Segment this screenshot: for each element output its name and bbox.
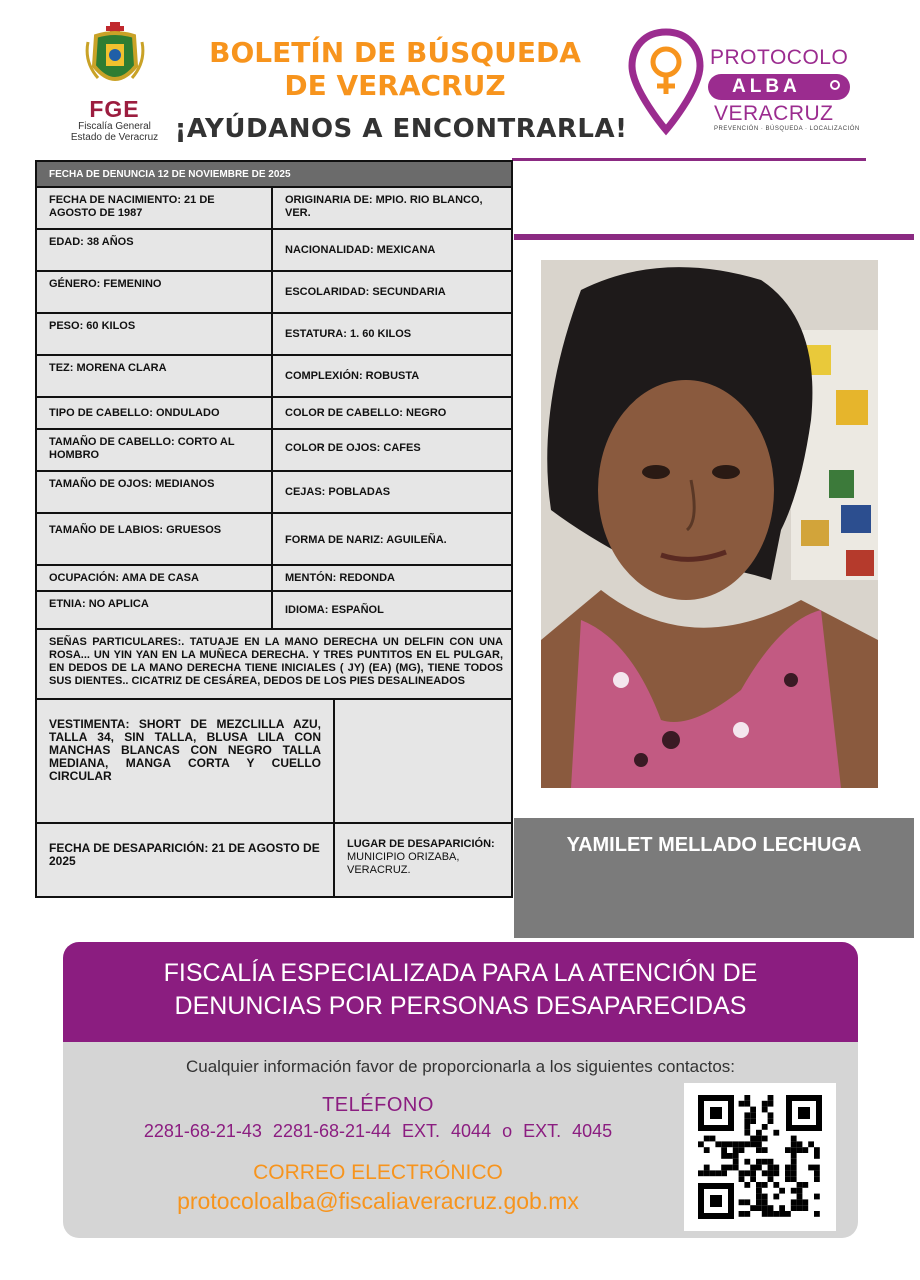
- banner-line1: FISCALÍA ESPECIALIZADA PARA LA ATENCIÓN DE: [163, 959, 758, 987]
- qr-module: [802, 1199, 808, 1205]
- qr-module: [756, 1194, 762, 1200]
- qr-module: [762, 1159, 768, 1165]
- qr-module: [791, 1176, 797, 1182]
- qr-module: [721, 1153, 727, 1159]
- qr-module: [756, 1147, 762, 1153]
- qr-module: [762, 1199, 768, 1205]
- fge-name-line2: Estado de Veracruz: [70, 132, 159, 143]
- table-row: [35, 314, 513, 356]
- qr-module: [715, 1170, 721, 1176]
- nose-shape: FORMA DE NARIZ: AGUILEÑA.: [285, 534, 447, 546]
- qr-module: [750, 1141, 756, 1147]
- qr-module: [750, 1165, 756, 1171]
- banner-line2: DENUNCIAS POR PERSONAS DESAPARECIDAS: [174, 992, 747, 1020]
- skin-tone: TEZ: MORENA CLARA: [37, 356, 273, 396]
- contact-intro: Cualquier información favor de proporcionarla a los siguientes contactos:: [185, 1057, 736, 1076]
- qr-module: [791, 1188, 797, 1194]
- table-row: [35, 398, 513, 430]
- qr-module: [744, 1118, 750, 1124]
- fge-acronym: FGE: [89, 96, 140, 122]
- search-icon: [830, 80, 840, 90]
- qr-module: [704, 1165, 710, 1171]
- place-value: MUNICIPIO ORIZABA, VERACRUZ.: [347, 851, 460, 876]
- qr-module: [739, 1170, 745, 1176]
- disappearance-row: [35, 824, 513, 898]
- hair-type: TIPO DE CABELLO: ONDULADO: [37, 398, 273, 428]
- qr-module: [785, 1170, 791, 1176]
- fiscalia-banner-text: [63, 957, 858, 1023]
- disappearance-place: [335, 824, 511, 896]
- eye-size: TAMAÑO DE OJOS: MEDIANOS: [37, 472, 273, 512]
- alba-text: ALBA: [732, 76, 801, 97]
- table-row: [35, 272, 513, 314]
- qr-module: [721, 1141, 727, 1147]
- qr-module: [791, 1170, 797, 1176]
- alba-protocolo-text: PROTOCOLO: [710, 46, 849, 69]
- qr-module: [808, 1165, 814, 1171]
- qr-module: [779, 1188, 785, 1194]
- table-row: [35, 188, 513, 230]
- gender: GÉNERO: FEMENINO: [37, 272, 273, 312]
- distinguishing-marks: SEÑAS PARTICULARES:. TATUAJE EN LA MANO DERECHA UN DELFIN CON UNA ROSA... UN YIN YAN EN LA MUÑECA DERECHA. Y TRES PUNTITOS EN EL PULGAR, EN DEDOS DE LA MANO DERECHA TIENE INICIALES ( JY) (EA) (MG), TIENE TODOS SUS DIENTES.. CICATRIZ DE CESÁREA, DEDOS DE LOS PIES DESALINEADOS: [49, 636, 503, 687]
- qr-module: [704, 1147, 710, 1153]
- table-row: [35, 592, 513, 630]
- protocolo-alba-logo: [628, 28, 864, 138]
- qr-module: [756, 1141, 762, 1147]
- qr-module: [739, 1101, 745, 1107]
- qr-module: [773, 1165, 779, 1171]
- place-label: LUGAR DE DESAPARICIÓN:: [347, 838, 495, 850]
- bulletin-title-line1: BOLETÍN DE BÚSQUEDA: [209, 36, 581, 69]
- alba-tagline: PREVENCIÓN · BÚSQUEDA · LOCALIZACIÓN: [714, 126, 860, 132]
- qr-module: [791, 1147, 797, 1153]
- qr-module: [814, 1194, 820, 1200]
- qr-module: [768, 1176, 774, 1182]
- help-title: ¡AYÚDANOS A ENCONTRARLA!: [174, 114, 628, 144]
- qr-module: [762, 1147, 768, 1153]
- weight: PESO: 60 KILOS: [37, 314, 273, 354]
- qr-code-icon[interactable]: [684, 1083, 836, 1231]
- qr-module: [744, 1101, 750, 1107]
- qr-module: [756, 1136, 762, 1142]
- qr-module: [762, 1101, 768, 1107]
- fiscalia-banner: [63, 942, 858, 1042]
- purple-divider: [514, 234, 914, 240]
- qr-module: [779, 1211, 785, 1217]
- qr-module: [721, 1165, 727, 1171]
- qr-module: [768, 1170, 774, 1176]
- qr-module: [698, 1141, 704, 1147]
- qr-module: [704, 1170, 710, 1176]
- person-photo-illustration: [541, 260, 878, 788]
- eye-color: COLOR DE OJOS: CAFES: [285, 442, 421, 454]
- qr-module: [768, 1165, 774, 1171]
- qr-module: [802, 1182, 808, 1188]
- qr-module: [797, 1141, 803, 1147]
- qr-module: [768, 1205, 774, 1211]
- name-box: [514, 818, 914, 938]
- location-pin-female-icon: [628, 28, 706, 136]
- nationality: NACIONALIDAD: MEXICANA: [285, 244, 436, 256]
- qr-module: [802, 1147, 808, 1153]
- hair-length: TAMAÑO DE CABELLO: CORTO AL HOMBRO: [37, 430, 273, 470]
- qr-module: [733, 1165, 739, 1171]
- report-date-row: [35, 160, 513, 188]
- qr-module: [785, 1176, 791, 1182]
- qr-module: [785, 1211, 791, 1217]
- qr-module: [791, 1153, 797, 1159]
- qr-module: [744, 1095, 750, 1101]
- table-row: [35, 430, 513, 472]
- qr-module: [768, 1095, 774, 1101]
- qr-module: [756, 1205, 762, 1211]
- qr-module: [762, 1182, 768, 1188]
- qr-module: [727, 1153, 733, 1159]
- qr-module: [744, 1199, 750, 1205]
- table-row: [35, 566, 513, 592]
- qr-module: [710, 1136, 716, 1142]
- qr-module: [756, 1188, 762, 1194]
- qr-module: [744, 1182, 750, 1188]
- qr-module: [791, 1136, 797, 1142]
- qr-module: [791, 1141, 797, 1147]
- qr-module: [721, 1147, 727, 1153]
- qr-module: [698, 1170, 704, 1176]
- table-row: [35, 472, 513, 514]
- qr-module: [791, 1159, 797, 1165]
- qr-module: [814, 1211, 820, 1217]
- qr-module: [715, 1141, 721, 1147]
- qr-module: [721, 1170, 727, 1176]
- qr-module: [733, 1159, 739, 1165]
- qr-module: [756, 1182, 762, 1188]
- bulletin-title-line2: DE VERACRUZ: [284, 69, 506, 102]
- qr-code-graphic: [684, 1083, 836, 1231]
- qr-module: [750, 1107, 756, 1113]
- qr-module: [727, 1165, 733, 1171]
- qr-module: [733, 1153, 739, 1159]
- qr-module: [768, 1112, 774, 1118]
- qr-module: [773, 1194, 779, 1200]
- qr-module: [744, 1124, 750, 1130]
- qr-module: [744, 1130, 750, 1136]
- qr-module: [814, 1153, 820, 1159]
- purple-divider: [512, 158, 866, 161]
- qr-module: [797, 1194, 803, 1200]
- qr-module: [791, 1165, 797, 1171]
- report-date: FECHA DE DENUNCIA 12 DE NOVIEMBRE DE 2025: [49, 169, 291, 180]
- qr-module: [762, 1136, 768, 1142]
- qr-module: [773, 1130, 779, 1136]
- qr-module: [797, 1199, 803, 1205]
- qr-module: [739, 1211, 745, 1217]
- lip-size: TAMAÑO DE LABIOS: GRUESOS: [37, 514, 273, 564]
- missing-person-photo: [541, 260, 878, 788]
- qr-module: [762, 1211, 768, 1217]
- qr-module: [739, 1199, 745, 1205]
- qr-module: [802, 1205, 808, 1211]
- table-row: [35, 230, 513, 272]
- qr-module: [704, 1136, 710, 1142]
- education: ESCOLARIDAD: SECUNDARIA: [285, 286, 446, 298]
- qr-module: [791, 1205, 797, 1211]
- qr-module: [756, 1130, 762, 1136]
- qr-module: [750, 1170, 756, 1176]
- qr-module: [768, 1159, 774, 1165]
- table-row: [35, 356, 513, 398]
- qr-module: [744, 1112, 750, 1118]
- chin: MENTÓN: REDONDA: [285, 572, 395, 584]
- empty-cell: [335, 700, 511, 822]
- qr-module: [762, 1124, 768, 1130]
- clothing-row: [35, 700, 513, 824]
- qr-module: [762, 1107, 768, 1113]
- ethnicity: ETNIA: NO APLICA: [37, 592, 273, 628]
- qr-module: [808, 1141, 814, 1147]
- person-name: YAMILET MELLADO LECHUGA: [566, 834, 862, 856]
- person-info-table: [35, 160, 513, 898]
- language: IDIOMA: ESPAÑOL: [285, 604, 384, 616]
- qr-module: [750, 1136, 756, 1142]
- qr-module: [762, 1205, 768, 1211]
- qr-module: [739, 1147, 745, 1153]
- qr-module: [739, 1176, 745, 1182]
- qr-module: [773, 1211, 779, 1217]
- build: COMPLEXIÓN: ROBUSTA: [285, 370, 420, 382]
- qr-module: [768, 1211, 774, 1217]
- eyebrows: CEJAS: POBLADAS: [285, 486, 391, 498]
- qr-module: [750, 1205, 756, 1211]
- qr-module: [744, 1211, 750, 1217]
- qr-module: [797, 1182, 803, 1188]
- qr-module: [744, 1141, 750, 1147]
- qr-module: [785, 1147, 791, 1153]
- height: ESTATURA: 1. 60 KILOS: [285, 328, 412, 340]
- fge-name-line1: Fiscalía General: [78, 121, 151, 132]
- qr-module: [814, 1170, 820, 1176]
- qr-module: [785, 1165, 791, 1171]
- hair-color: COLOR DE CABELLO: NEGRO: [285, 407, 447, 419]
- qr-module: [733, 1141, 739, 1147]
- phone-numbers[interactable]: 2281-68-21-43 2281-68-21-44 EXT. 4044 o EXT. 4045: [143, 1121, 613, 1141]
- bulletin-title: [180, 36, 610, 102]
- qr-module: [768, 1118, 774, 1124]
- qr-module: [739, 1141, 745, 1147]
- qr-module: [773, 1182, 779, 1188]
- qr-module: [727, 1141, 733, 1147]
- table-row: [35, 514, 513, 566]
- qr-module: [710, 1170, 716, 1176]
- qr-module: [773, 1170, 779, 1176]
- qr-module: [756, 1165, 762, 1171]
- qr-module: [768, 1101, 774, 1107]
- qr-module: [814, 1147, 820, 1153]
- qr-module: [779, 1205, 785, 1211]
- origin: ORIGINARIA DE: MPIO. RIO BLANCO, VER.: [285, 194, 483, 219]
- qr-module: [797, 1205, 803, 1211]
- qr-module: [733, 1147, 739, 1153]
- alba-veracruz-text: VERACRUZ: [714, 102, 834, 125]
- birth-date: FECHA DE NACIMIENTO: 21 DE AGOSTO DE 1987: [37, 188, 273, 228]
- qr-module: [814, 1176, 820, 1182]
- fge-logo: [62, 22, 167, 150]
- alba-pill: [708, 74, 850, 100]
- qr-module: [791, 1199, 797, 1205]
- qr-module: [756, 1199, 762, 1205]
- occupation: OCUPACIÓN: AMA DE CASA: [37, 566, 273, 590]
- qr-module: [756, 1159, 762, 1165]
- qr-module: [750, 1176, 756, 1182]
- distinguishing-marks-row: [35, 630, 513, 700]
- qr-module: [762, 1194, 768, 1200]
- qr-module: [744, 1159, 750, 1165]
- qr-module: [814, 1165, 820, 1171]
- clothing: VESTIMENTA: SHORT DE MEZCLILLA AZU, TALLA 34, SIN TALLA, BLUSA LILA CON MANCHAS BLANCAS CON NEGRO TALLA MEDIANA, MANGA CORTA Y CUELLO CIRCULAR: [37, 700, 335, 822]
- qr-module: [797, 1188, 803, 1194]
- disappearance-date: FECHA DE DESAPARICIÓN: 21 DE AGOSTO DE 2025: [37, 824, 335, 896]
- qr-module: [797, 1147, 803, 1153]
- veracruz-shield-icon: [84, 22, 146, 88]
- age: EDAD: 38 AÑOS: [37, 230, 273, 270]
- email-link[interactable]: protocoloalba@fiscaliaveracruz.gob.mx: [177, 1188, 579, 1214]
- qr-module: [744, 1170, 750, 1176]
- qr-module: [750, 1112, 756, 1118]
- phone-title: TELÉFONO: [322, 1094, 434, 1116]
- qr-module: [750, 1118, 756, 1124]
- qr-module: [762, 1170, 768, 1176]
- email-title: CORREO ELECTRÓNICO: [253, 1161, 503, 1184]
